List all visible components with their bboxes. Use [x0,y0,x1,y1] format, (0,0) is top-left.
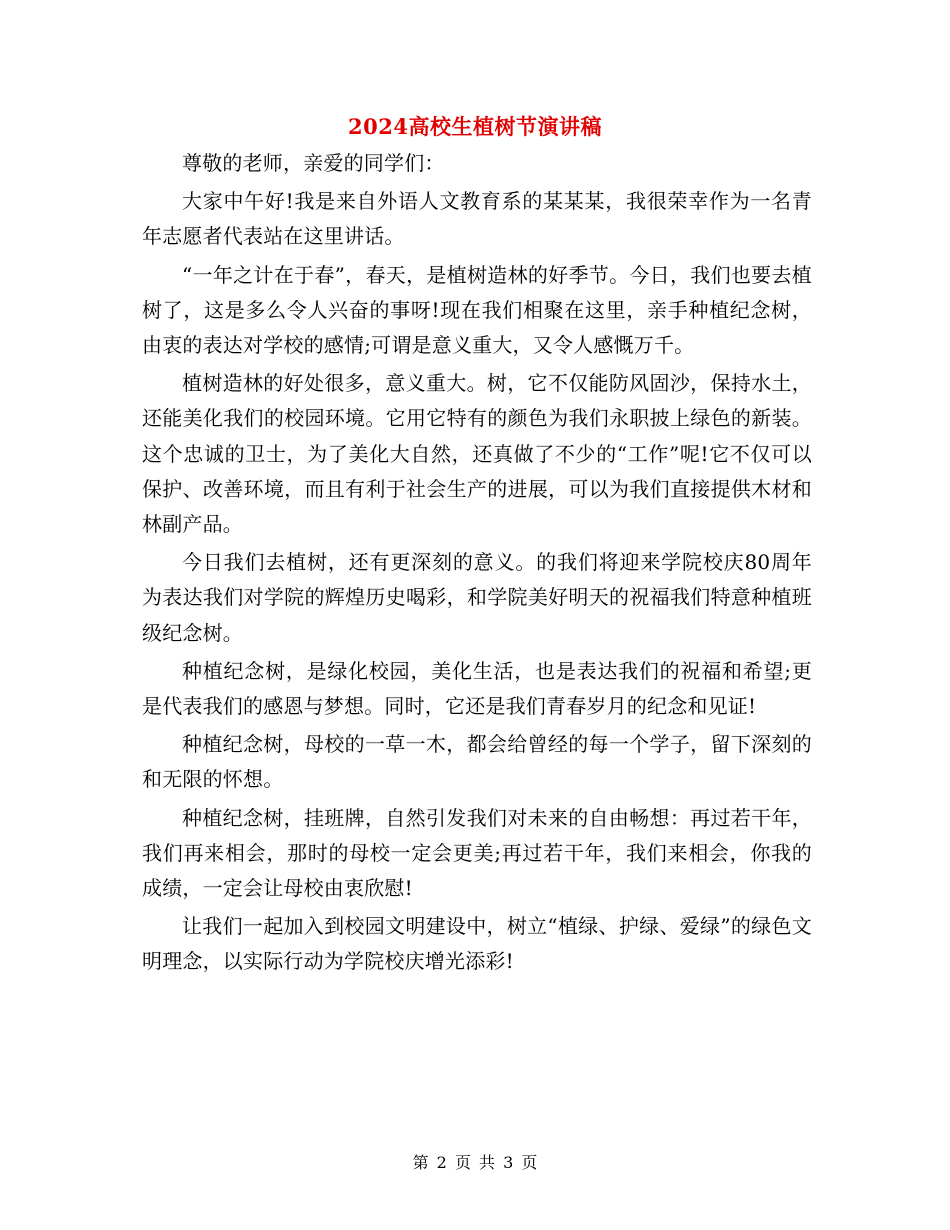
paragraph-memorial-tree-3: 种植纪念树，挂班牌，自然引发我们对未来的自由畅想：再过若干年，我们再来相会，那时的母校一定会更美;再过若干年，我们来相会，你我的成绩，一定会让母校由衷欣慰! [142,805,812,901]
page-number: 第 2 页 共 3 页 [412,1153,538,1172]
paragraph-closing: 让我们一起加入到校园文明建设中，树立“植绿、护绿、爱绿”的绿色文明理念，以实际行动为学院校庆增光添彩! [142,914,812,974]
paragraph-greeting: 大家中午好!我是来自外语人文教育系的某某某，我很荣幸作为一名青年志愿者代表站在这里讲话。 [142,189,812,249]
paragraph-salutation: 尊敬的老师，亲爱的同学们： [182,151,445,175]
paragraph-memorial-tree-1: 种植纪念树，是绿化校园，美化生活，也是表达我们的祝福和希望;更是代表我们的感恩与梦想。同时，它还是我们青春岁月的纪念和见证! [142,658,812,719]
paragraph-benefits: 植树造林的好处很多，意义重大。树，它不仅能防风固沙，保持水土，还能美化我们的校园环境。它用它特有的颜色为我们永职披上绿色的新装。这个忠诚的卫士，为了美化大自然，还真做了不少的“工作”呢!它不仅可以保护、改善环境，而且有利于社会生产的进展，可以为我们直接提供木材和林副产品。 [142,371,812,537]
paragraph-memorial-tree-2: 种植纪念树，母校的一草一木，都会给曾经的每一个学子，留下深刻的和无限的怀想。 [142,732,812,792]
paragraph-spring: “一年之计在于春”，春天，是植树造林的好季节。今日，我们也要去植树了，这是多么令人兴奋的事呀!现在我们相聚在这里，亲手种植纪念树，由衷的表达对学校的感情;可谓是意义重大，又令人感慨万千。 [142,262,812,358]
paragraph-anniversary: 今日我们去植树，还有更深刻的意义。的我们将迎来学院校庆80周年为表达我们对学院的辉煌历史喝彩，和学院美好明天的祝福我们特意种植班级纪念树。 [142,550,812,645]
document-title: 2024高校生植树节演讲稿 [348,114,602,139]
document-body [142,146,812,983]
